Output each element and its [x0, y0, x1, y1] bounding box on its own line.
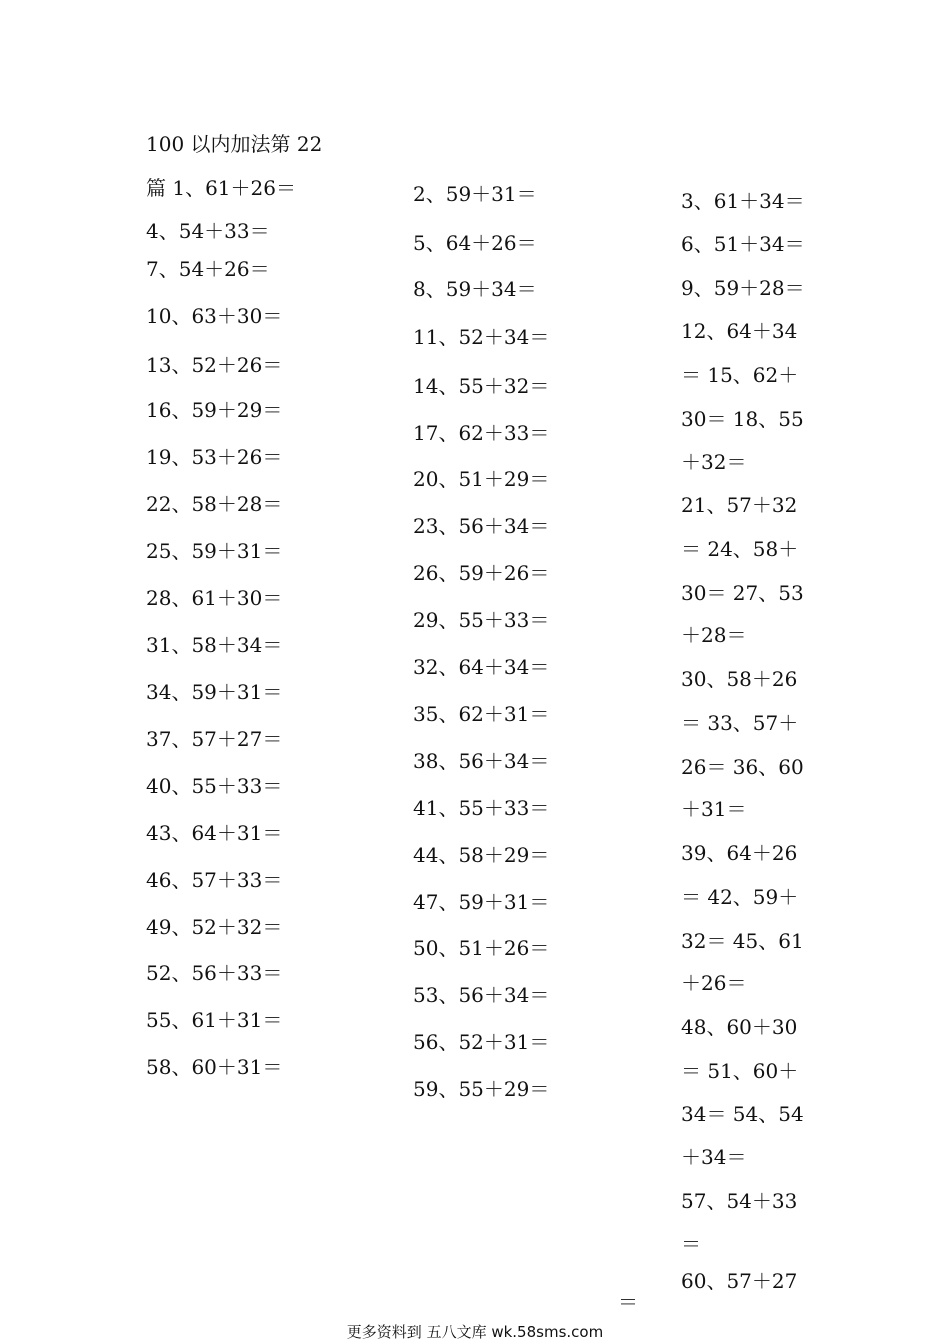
problem-line: 26、59＋26＝: [413, 561, 550, 585]
worksheet-title: 100 以内加法第 22: [146, 132, 323, 156]
problem-line: 39、64＋26: [681, 841, 798, 865]
problem-line: 30＝ 27、53: [681, 581, 804, 605]
problem-line: 8、59＋34＝: [413, 277, 537, 301]
problem-line: 38、56＋34＝: [413, 749, 550, 773]
problem-line: 3、61＋34＝: [681, 189, 805, 213]
problem-line: 30＝ 18、55: [681, 407, 804, 431]
problem-line: ＋34＝: [681, 1145, 747, 1169]
problem-line: 34、59＋31＝: [146, 680, 283, 704]
problem-line: 14、55＋32＝: [413, 374, 550, 398]
problem-line: ＋26＝: [681, 971, 747, 995]
problem-line: 7、54＋26＝: [146, 257, 270, 281]
problem-line: 11、52＋34＝: [413, 325, 550, 349]
problem-line: 28、61＋30＝: [146, 586, 283, 610]
problem-line: ＋32＝: [681, 450, 747, 474]
problem-line: 35、62＋31＝: [413, 702, 550, 726]
problem-line: ＝ 15、62＋: [681, 363, 799, 387]
problem-line: 50、51＋26＝: [413, 936, 550, 960]
problem-line: 40、55＋33＝: [146, 774, 283, 798]
footer-promo: 更多资料到 五八文库 wk.58sms.com: [346, 1323, 604, 1341]
problem-line: ＝ 24、58＋: [681, 537, 799, 561]
problem-line: 4、54＋33＝: [146, 219, 270, 243]
problem-line: 48、60＋30: [681, 1015, 798, 1039]
problem-line: 23、56＋34＝: [413, 514, 550, 538]
problem-line: 43、64＋31＝: [146, 821, 283, 845]
problem-line: 30、58＋26: [681, 667, 798, 691]
problem-line: 20、51＋29＝: [413, 467, 550, 491]
problem-line: 46、57＋33＝: [146, 868, 283, 892]
problem-line: ＝: [681, 1232, 701, 1256]
problem-line: 29、55＋33＝: [413, 608, 550, 632]
problem-line: 47、59＋31＝: [413, 890, 550, 914]
problem-line: 26＝ 36、60: [681, 755, 804, 779]
problem-line: 34＝ 54、54: [681, 1102, 804, 1126]
problem-line: ＝ 33、57＋: [681, 711, 799, 735]
problem-line: ＝ 42、59＋: [681, 885, 799, 909]
problem-line: ＋28＝: [681, 623, 747, 647]
problem-line: 56、52＋31＝: [413, 1030, 550, 1054]
problem-line: 19、53＋26＝: [146, 445, 283, 469]
problem-line: 49、52＋32＝: [146, 915, 283, 939]
problem-line: 22、58＋28＝: [146, 492, 283, 516]
problem-line: 37、57＋27＝: [146, 727, 283, 751]
problem-line: 55、61＋31＝: [146, 1008, 283, 1032]
problem-line: 58、60＋31＝: [146, 1055, 283, 1079]
problem-line: 10、63＋30＝: [146, 304, 283, 328]
problem-line: 59、55＋29＝: [413, 1077, 550, 1101]
problem-line: 31、58＋34＝: [146, 633, 283, 657]
problem-line: 6、51＋34＝: [681, 232, 805, 256]
problem-line: 52、56＋33＝: [146, 961, 283, 985]
problem-line: 2、59＋31＝: [413, 182, 537, 206]
stray-equals-sign: ＝: [618, 1290, 638, 1314]
problem-line: 9、59＋28＝: [681, 276, 805, 300]
problem-line: 25、59＋31＝: [146, 539, 283, 563]
problem-line: 17、62＋33＝: [413, 421, 550, 445]
problem-line: 41、55＋33＝: [413, 796, 550, 820]
problem-line: 32＝ 45、61: [681, 929, 804, 953]
problem-line: 53、56＋34＝: [413, 983, 550, 1007]
problem-line: ＋31＝: [681, 797, 747, 821]
problem-line: 60、57＋27: [681, 1269, 798, 1293]
problem-line: 44、58＋29＝: [413, 843, 550, 867]
problem-line: 篇 1、61＋26＝: [146, 176, 296, 200]
problem-line: 16、59＋29＝: [146, 398, 283, 422]
problem-line: 12、64＋34: [681, 319, 798, 343]
problem-line: 32、64＋34＝: [413, 655, 550, 679]
problem-line: 13、52＋26＝: [146, 353, 283, 377]
problem-line: 5、64＋26＝: [413, 231, 537, 255]
problem-line: ＝ 51、60＋: [681, 1059, 799, 1083]
problem-line: 21、57＋32: [681, 493, 798, 517]
problem-line: 57、54＋33: [681, 1189, 798, 1213]
